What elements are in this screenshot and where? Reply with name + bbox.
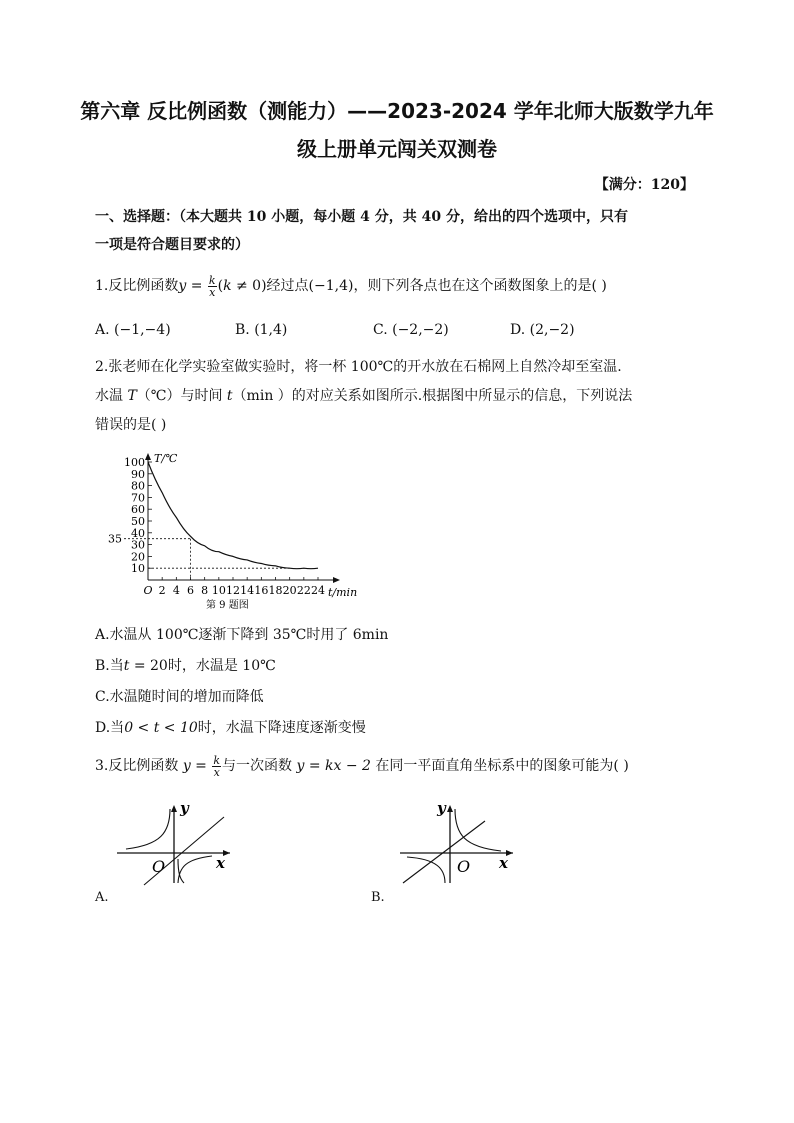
q2-option-b[interactable]: B.当t = 20时，水温是 10℃ [95,658,276,674]
section-line-1: 一、选择题：（本大题共 10 小题，每小题 4 分，共 40 分，给出的四个选项中，只有 [95,209,628,225]
y-tick-label: 80 [131,479,145,493]
y-tick-label: 70 [131,491,145,505]
y-tick-label: 20 [131,550,145,564]
title-line-2: 级上册单元闯关双测卷 [297,137,497,161]
x-axis-arrow [333,577,340,583]
question-1: 1.反比例函数y = $\frac{k}{x}$ (k ≠ 0)经过点(−1,4)，则下列各点也在这个函数图象上的是( ) [95,273,607,299]
x-tick-label: 24 [311,584,325,597]
fraction-k-over-x: $\frac{k}{x}$ [208,273,216,299]
graph-a-label: A. [95,890,109,905]
y-tick-label: 100 [124,456,145,469]
q2-option-a[interactable]: A.水温从 100℃逐渐下降到 35℃时用了 6min [95,627,389,643]
chart-caption: 第 9 题图 [206,600,249,611]
x-tick-label: 4 [172,584,180,597]
q1-option-a[interactable]: A. (−1,−4) [95,322,171,338]
q1-mid: 经过点 [266,278,309,294]
q1-options [95,322,695,346]
q1-suffix: ，则下列各点也在这个函数图象上的是( ) [353,278,607,294]
q1-option-d[interactable]: D. (2,−2) [510,322,575,338]
page-title [60,92,734,168]
svg-text:O: O [457,857,471,876]
question-2 [95,353,705,440]
x-tick-label: 14 [240,584,255,597]
svg-text:y: y [437,799,446,817]
x-tick-label: 12 [226,584,240,597]
y-axis-label: T/℃ [154,452,178,465]
y-tick-label: 90 [131,467,145,481]
svg-text:x: x [216,854,225,872]
section-line-2: 一项是符合题目要求的） [95,237,249,253]
temperature-curve [148,462,318,569]
title-line-1: 第六章 反比例函数（测能力）——2023-2024 学年北师大版数学九年 [80,99,714,123]
q2-line-1: 2.张老师在化学实验室做实验时，将一杯 100℃的开水放在石棉网上自然冷却至室温. [95,359,622,375]
graph-option-b[interactable] [395,795,520,885]
score-note: 【满分：120】 [594,177,694,193]
x-axis-label: t/min [328,586,358,599]
y-tick-label: 40 [131,526,145,540]
question-3: 3.反比例函数 y = $\frac{k}{x}$ 与一次函数 y = kx − 2 在同一平面直角坐标系中的图象可能为( ) [95,753,629,779]
y-tick-label: 30 [131,538,145,552]
fraction-k-over-x-2: $\frac{k}{x}$ [213,753,221,779]
y-tick-label: 60 [131,503,145,517]
x-tick-label: 16 [254,584,269,597]
temperature-time-chart [108,452,358,612]
q2-line-2: 水温 T（℃）与时间 t（min ）的对应关系如图所示.根据图中所显示的信息，下列说法 [95,388,633,404]
marked-value-label: 35 [108,532,122,546]
x-tick-label: 8 [201,584,209,597]
x-tick-label: 10 [211,584,226,597]
x-tick-label: O [143,584,153,597]
q1-option-c[interactable]: C. (−2,−2) [373,322,449,338]
q1-point: (−1,4) [308,278,354,294]
q2-option-d[interactable]: D.当0 < t < 10时，水温下降速度逐渐变慢 [95,720,366,736]
graph-option-a[interactable] [112,795,237,885]
y-tick-label: 10 [131,562,145,576]
q1-option-b[interactable]: B. (1,4) [235,322,288,338]
x-tick-label: 18 [268,584,283,597]
x-tick-label: 6 [187,584,194,597]
svg-text:x: x [499,854,508,872]
x-tick-label: 20 [282,584,297,597]
y-tick-label: 50 [131,515,145,528]
q2-option-c[interactable]: C.水温随时间的增加而降低 [95,689,264,705]
q1-prefix: 1.反比例函数 [95,278,179,294]
section-heading [95,203,695,259]
q2-line-3: 错误的是( ) [95,417,167,433]
y-axis-arrow [145,453,151,460]
svg-text:O: O [152,857,166,876]
x-tick-label: 22 [296,584,311,597]
svg-text:y: y [180,799,189,817]
x-tick-label: 2 [158,584,166,597]
